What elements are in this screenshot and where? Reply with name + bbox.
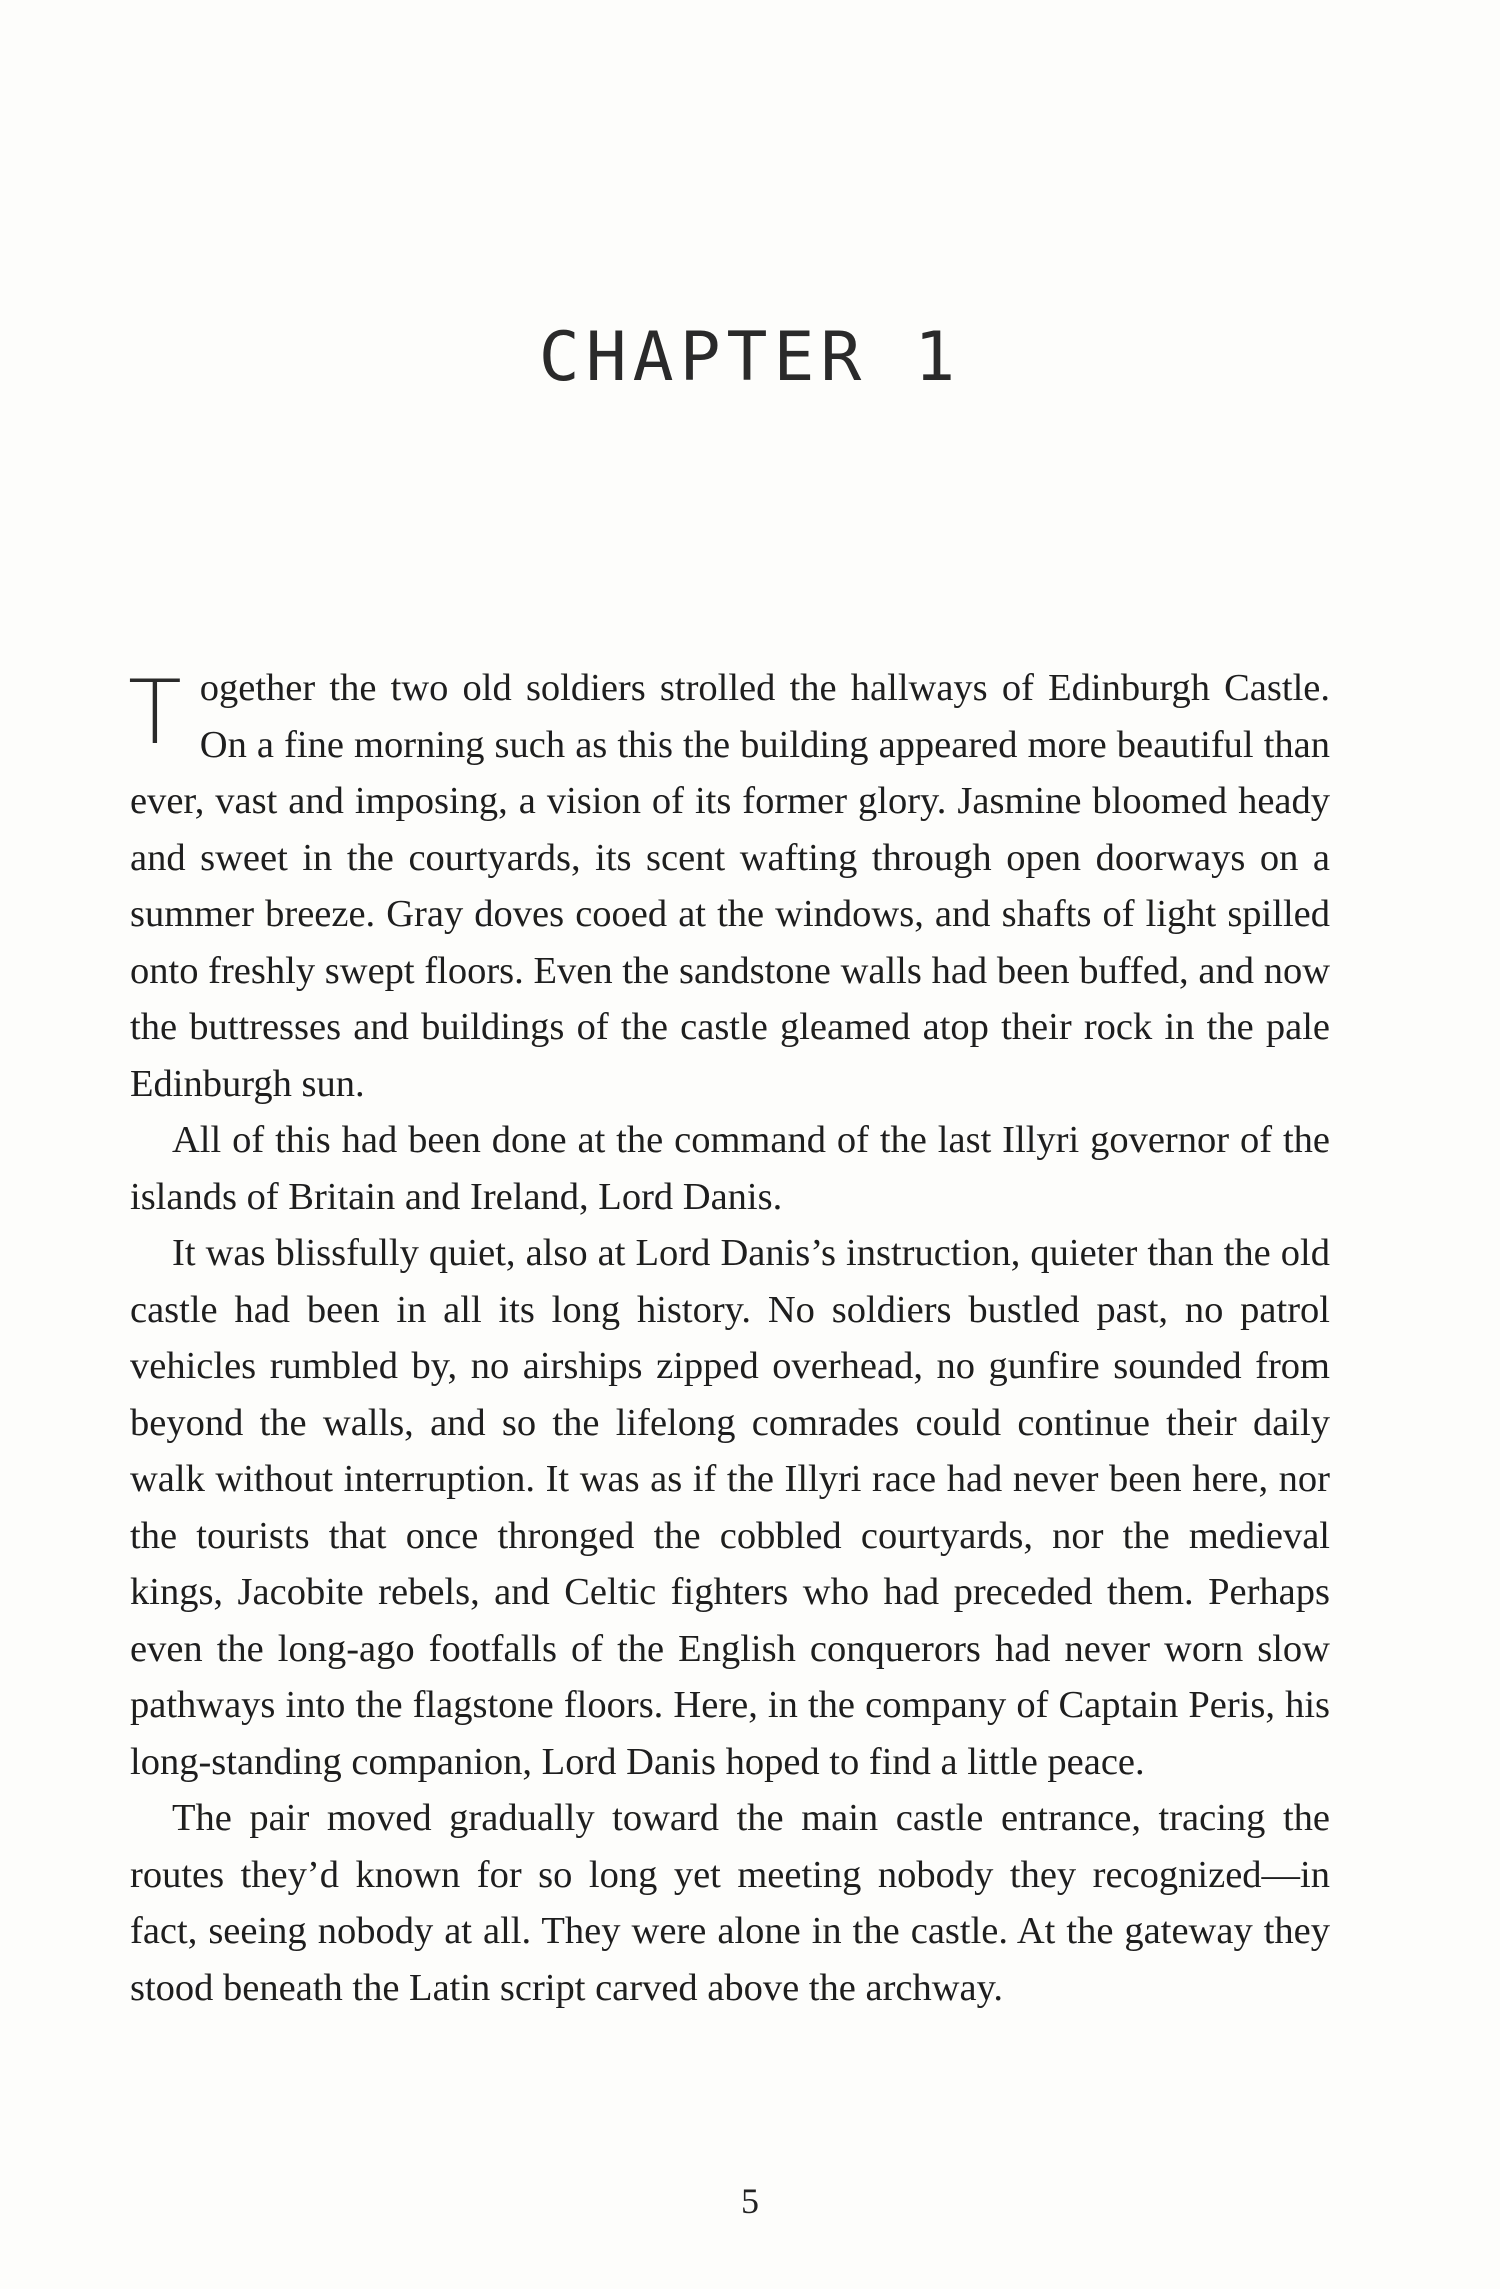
drop-cap: T bbox=[128, 661, 182, 764]
paragraph-2: All of this had been done at the command of the last Illyri governor of the islands of Britain and Ireland, Lord Danis. bbox=[130, 1119, 1330, 1218]
page-number: 5 bbox=[741, 2181, 759, 2221]
paragraph-1-text: ogether the two old soldiers strolled the hallways of Edinburgh Castle. On a fine morning such as this the building appeared more beautiful than ever, vast and imposing, a vision of its former glory. Jasmine bloomed heady and sweet in the courtyards, its scent wafting through open doorways on a summer breeze. Gray doves cooed at the windows, and shafts of light spilled onto freshly swept floors. Even the sandstone walls had been buffed, and now the buttresses and buildings of the castle gleamed atop their rock in the pale Edinburgh sun. bbox=[130, 667, 1330, 1105]
paragraph-4: The pair moved gradually toward the main castle entrance, tracing the routes they’d known for so long yet meeting nobody they recognized—in fact, seeing nobody at all. They were alone in the castle. At the gateway they stood beneath the Latin script carved above the archway. bbox=[130, 1797, 1330, 2009]
chapter-body bbox=[130, 660, 1330, 2016]
paragraph-1 bbox=[130, 660, 1330, 1112]
paragraph-3: It was blissfully quiet, also at Lord Danis’s instruction, quieter than the old castle had been in all its long history. No soldiers bustled past, no patrol vehicles rumbled by, no airships zipped overhead, no gunfire sounded from beyond the walls, and so the lifelong comrades could continue their daily walk without interruption. It was as if the Illyri race had never been here, nor the tourists that once thronged the cobbled courtyards, nor the medieval kings, Jacobite rebels, and Celtic fighters who had preceded them. Perhaps even the long-ago footfalls of the English conquerors had never worn slow pathways into the flagstone floors. Here, in the company of Captain Peris, his long-standing companion, Lord Danis hoped to find a little peace. bbox=[130, 1232, 1330, 1783]
chapter-title: CHAPTER 1 bbox=[538, 318, 962, 397]
